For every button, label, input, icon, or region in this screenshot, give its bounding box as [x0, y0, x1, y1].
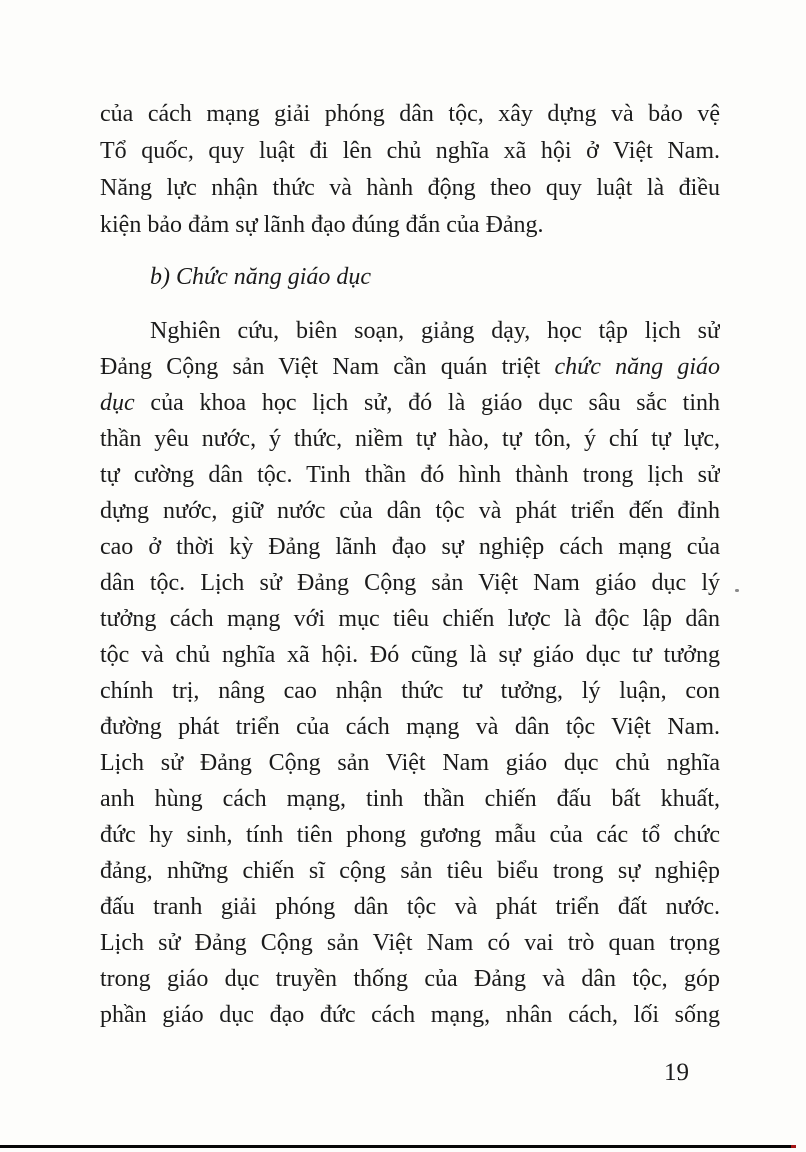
text-segment: của khoa học lịch sử, đó là giáo dục sâu sắc tinh — [134, 390, 720, 416]
text-line — [100, 781, 720, 817]
text-line — [100, 601, 720, 637]
text-segment: anh hùng cách mạng, tinh thần chiến đấu bất khuất, — [100, 786, 720, 812]
text-block — [100, 96, 720, 1033]
text-line — [100, 637, 720, 673]
text-segment: Lịch sử Đảng Cộng sản Việt Nam có vai trò quan trọng — [100, 930, 720, 956]
text-segment: tưởng cách mạng với mục tiêu chiến lược là độc lập dân — [100, 606, 720, 632]
text-segment: cao ở thời kỳ Đảng lãnh đạo sự nghiệp cách mạng của — [100, 534, 720, 560]
text-segment: Nghiên cứu, biên soạn, giảng dạy, học tập lịch sử — [150, 318, 720, 344]
text-segment: kiện bảo đảm sự lãnh đạo đúng đắn của Đảng. — [100, 212, 544, 238]
paragraph-continuation — [100, 96, 720, 244]
text-line — [100, 207, 720, 244]
text-segment: của cách mạng giải phóng dân tộc, xây dựng và bảo vệ — [100, 101, 720, 127]
italic-text-segment: dục — [100, 390, 135, 416]
text-segment: đức hy sinh, tính tiên phong gương mẫu của các tổ chức — [100, 822, 720, 848]
text-line — [100, 313, 720, 349]
text-line — [100, 133, 720, 170]
text-segment: trong giáo dục truyền thống của Đảng và dân tộc, góp — [100, 966, 720, 992]
text-segment: dân tộc. Lịch sử Đảng Cộng sản Việt Nam giáo dục lý — [100, 570, 720, 596]
text-line — [100, 889, 720, 925]
text-segment: Năng lực nhận thức và hành động theo quy luật là điều — [100, 175, 720, 201]
text-segment: Tổ quốc, quy luật đi lên chủ nghĩa xã hội ở Việt Nam. — [100, 138, 720, 164]
text-line — [100, 457, 720, 493]
section-heading: b) Chức năng giáo dục — [150, 264, 372, 290]
text-segment: tự cường dân tộc. Tinh thần đó hình thành trong lịch sử — [100, 462, 720, 488]
text-segment: thần yêu nước, ý thức, niềm tự hào, tự tôn, ý chí tự lực, — [100, 426, 720, 452]
text-line — [100, 925, 720, 961]
text-line — [100, 96, 720, 133]
text-line — [100, 421, 720, 457]
text-line — [100, 853, 720, 889]
text-line — [100, 385, 720, 421]
page-bottom-rule — [0, 1145, 792, 1148]
text-segment: Lịch sử Đảng Cộng sản Việt Nam giáo dục chủ nghĩa — [100, 750, 720, 776]
text-segment: phần giáo dục đạo đức cách mạng, nhân cách, lối sống — [100, 1002, 720, 1028]
text-line — [100, 349, 720, 385]
text-line — [100, 673, 720, 709]
text-line — [100, 565, 720, 601]
text-line — [100, 529, 720, 565]
text-segment: tộc và chủ nghĩa xã hội. Đó cũng là sự giáo dục tư tưởng — [100, 642, 720, 668]
paragraph-education-function — [100, 313, 720, 1033]
italic-text-segment: chức năng giáo — [554, 354, 720, 380]
text-segment: đường phát triển của cách mạng và dân tộc Việt Nam. — [100, 714, 720, 740]
text-line — [100, 961, 720, 997]
text-line — [100, 745, 720, 781]
text-line — [100, 817, 720, 853]
text-segment: đảng, những chiến sĩ cộng sản tiêu biểu trong sự nghiệp — [100, 858, 720, 884]
page-bottom-rule-red-tick — [791, 1145, 796, 1148]
text-line — [100, 709, 720, 745]
text-segment: chính trị, nâng cao nhận thức tư tưởng, lý luận, con — [100, 678, 720, 704]
text-line — [100, 997, 720, 1033]
text-line — [100, 170, 720, 207]
scan-speck — [735, 589, 739, 592]
text-segment: Đảng Cộng sản Việt Nam cần quán triệt — [100, 354, 555, 380]
page-number: 19 — [664, 1059, 689, 1086]
text-segment: dựng nước, giữ nước của dân tộc và phát triển đến đỉnh — [100, 498, 720, 524]
text-line — [100, 493, 720, 529]
text-segment: đấu tranh giải phóng dân tộc và phát triển đất nước. — [100, 894, 720, 920]
